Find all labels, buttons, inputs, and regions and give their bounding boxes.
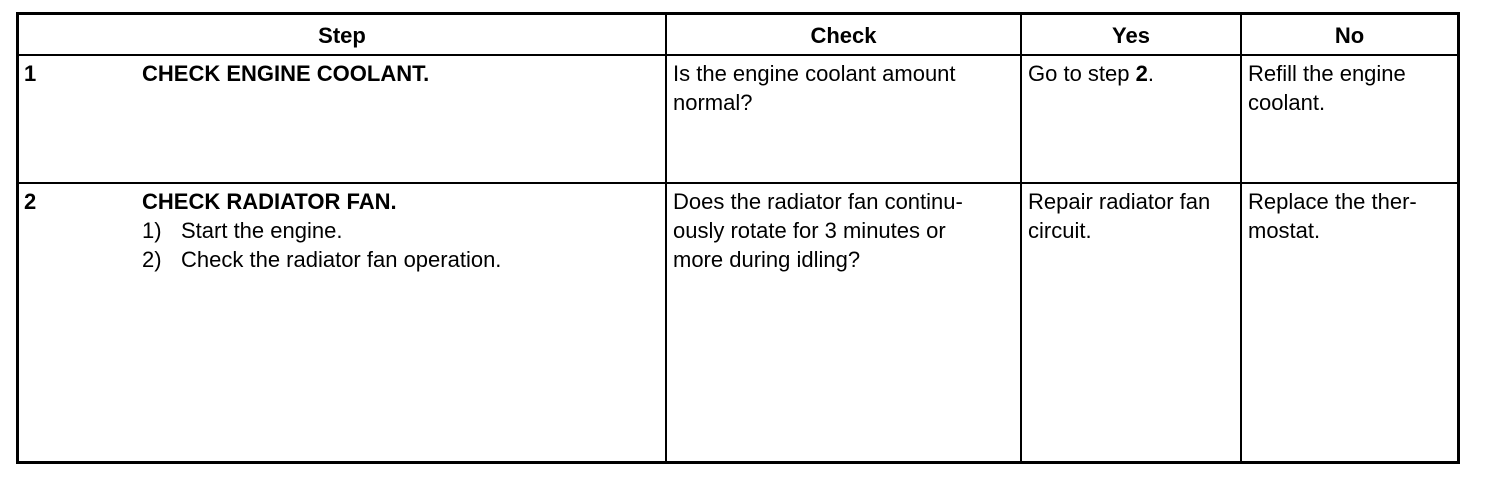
check-cell bbox=[665, 56, 1020, 182]
no-line: coolant. bbox=[1248, 90, 1326, 115]
yes-line bbox=[1028, 59, 1234, 88]
check-cell bbox=[665, 184, 1020, 464]
no-cell bbox=[1240, 184, 1457, 464]
header-check: Check bbox=[665, 15, 1020, 54]
substep-text: Check the radiator fan operation. bbox=[181, 247, 502, 272]
no-cell bbox=[1240, 56, 1457, 182]
check-line: Does the radiator fan continu- bbox=[673, 189, 963, 214]
substep-number: 1) bbox=[142, 218, 162, 243]
table-row bbox=[19, 56, 1457, 184]
substep-item bbox=[142, 245, 659, 274]
step-title: CHECK RADIATOR FAN. bbox=[142, 189, 397, 214]
yes-suffix: . bbox=[1147, 61, 1154, 86]
check-line: ously rotate for 3 minutes or bbox=[673, 218, 946, 243]
table-header-row bbox=[19, 15, 1457, 56]
header-no: No bbox=[1240, 15, 1457, 54]
table-row bbox=[19, 184, 1457, 464]
no-line: mostat. bbox=[1248, 218, 1321, 243]
no-line: Refill the engine bbox=[1248, 61, 1406, 86]
step-content bbox=[142, 59, 659, 88]
header-step: Step bbox=[318, 23, 366, 48]
diagnostic-table bbox=[16, 12, 1460, 464]
check-line: Is the engine coolant amount bbox=[673, 61, 956, 86]
yes-cell bbox=[1020, 184, 1240, 464]
yes-step-ref: 2 bbox=[1135, 61, 1148, 86]
check-line: more during idling? bbox=[673, 247, 861, 272]
yes-text: Go to step bbox=[1028, 61, 1136, 86]
header-yes: Yes bbox=[1020, 15, 1240, 54]
yes-cell bbox=[1020, 56, 1240, 182]
substep-item bbox=[142, 216, 659, 245]
yes-line: circuit. bbox=[1028, 218, 1092, 243]
no-line: Replace the ther- bbox=[1248, 189, 1417, 214]
step-cell bbox=[19, 184, 665, 464]
check-line: normal? bbox=[673, 90, 753, 115]
step-cell bbox=[19, 56, 665, 182]
step-title: CHECK ENGINE COOLANT. bbox=[142, 61, 430, 86]
substep-text: Start the engine. bbox=[181, 218, 343, 243]
step-number: 1 bbox=[24, 61, 37, 86]
yes-line: Repair radiator fan bbox=[1028, 189, 1211, 214]
step-content bbox=[142, 187, 659, 274]
substep-number: 2) bbox=[142, 247, 162, 272]
step-number: 2 bbox=[24, 189, 37, 214]
